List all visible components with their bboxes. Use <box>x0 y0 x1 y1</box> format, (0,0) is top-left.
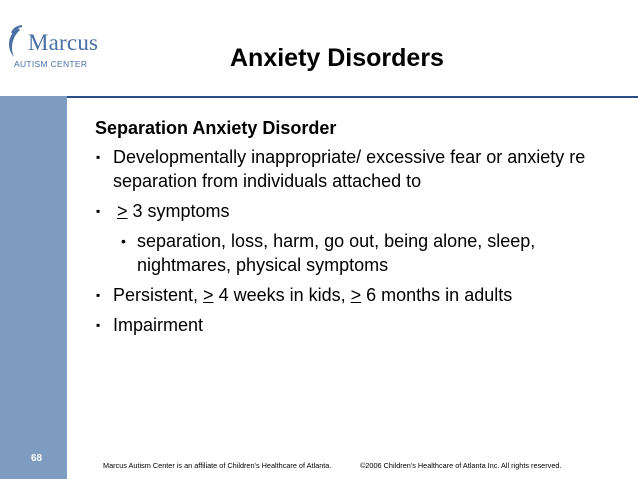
bullet-text: Developmentally inappropriate/ excessive fear or anxiety re separation from individuals attached to <box>113 147 586 191</box>
bullet-text: 3 symptoms <box>127 201 230 221</box>
square-bullet-icon: ▪ <box>96 150 101 164</box>
logo-subtitle: AUTISM CENTER <box>14 59 88 69</box>
title-divider <box>67 96 638 98</box>
bullet-text: 6 months in adults <box>361 285 513 305</box>
bullet-text: Persistent, <box>113 285 204 305</box>
square-bullet-icon: ▪ <box>96 204 101 218</box>
slide-number: 68 <box>31 453 43 464</box>
greater-equal-symbol: > <box>203 285 214 305</box>
square-bullet-icon: ▪ <box>96 318 101 332</box>
greater-equal-symbol: > <box>117 201 128 221</box>
footer-copyright: ©2006 Children's Healthcare of Atlanta Inc. All rights reserved. <box>360 461 562 470</box>
subheading: Separation Anxiety Disorder <box>95 118 337 138</box>
square-bullet-icon: ▪ <box>96 288 101 302</box>
greater-equal-symbol: > <box>350 285 362 305</box>
footer-affiliate: Marcus Autism Center is an affiliate of Children's Healthcare of Atlanta. <box>103 461 332 470</box>
bullet-item <box>95 283 593 307</box>
marcus-logo <box>4 24 100 74</box>
sub-bullet-item <box>95 229 557 277</box>
bullet-text: 4 weeks in kids, <box>213 285 351 305</box>
slide-content <box>95 116 593 343</box>
logo-name: Marcus <box>28 30 99 55</box>
slide-title: Anxiety Disorders <box>230 44 444 72</box>
bullet-text: Impairment <box>113 315 204 335</box>
bullet-item <box>95 145 593 193</box>
bullet-item <box>95 199 593 223</box>
dot-bullet-icon: • <box>121 233 126 249</box>
sub-bullet-text: separation, loss, harm, go out, being alone, sleep, nightmares, physical symptoms <box>137 231 536 275</box>
left-sidebar-band <box>0 96 67 479</box>
bullet-item <box>95 313 593 337</box>
